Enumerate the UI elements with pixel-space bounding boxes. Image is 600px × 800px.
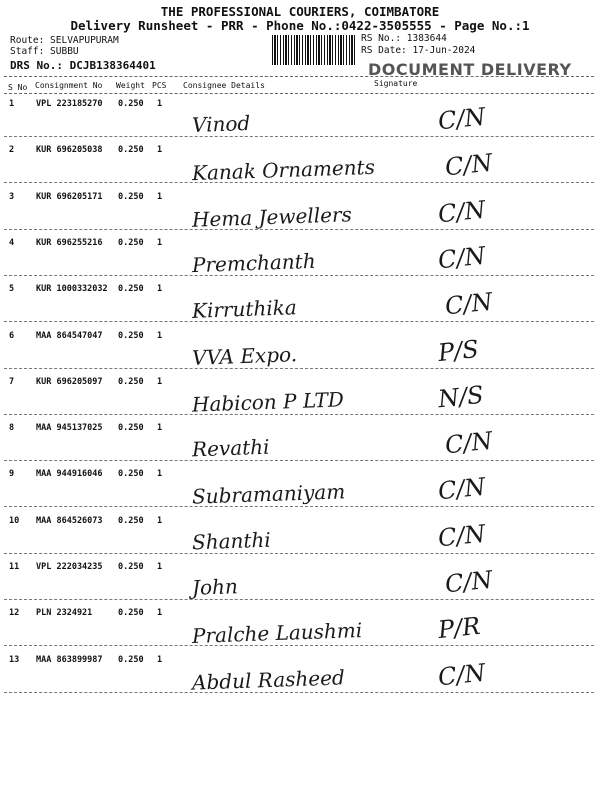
row-pcs: 1 <box>157 469 163 479</box>
row-pcs: 1 <box>157 331 163 341</box>
col-header-consignment: Consignment No <box>35 81 103 90</box>
row-weight: 0.250 <box>118 145 144 155</box>
signature-mark: N/S <box>436 380 485 414</box>
row-weight: 0.250 <box>118 655 144 665</box>
row-sno: 4 <box>9 238 15 248</box>
row-consignment-no: MAA 864547047 <box>36 331 103 341</box>
row-divider <box>4 506 594 507</box>
signature-mark: C/N <box>443 148 494 182</box>
row-divider <box>4 460 594 461</box>
rs-date: RS Date: 17-Jun-2024 <box>361 45 476 56</box>
signature-mark: C/N <box>436 519 487 553</box>
route-label: Route: SELVAPUPURAM <box>10 35 119 46</box>
row-pcs: 1 <box>157 238 163 248</box>
row-divider <box>4 414 594 415</box>
row-consignment-no: MAA 944916046 <box>36 469 103 479</box>
row-divider <box>4 182 594 183</box>
row-consignment-no: KUR 696205038 <box>36 145 103 155</box>
row-pcs: 1 <box>157 192 163 202</box>
consignee-handwriting: Kanak Ornaments <box>191 154 376 186</box>
consignee-handwriting: Subramaniyam <box>191 479 346 509</box>
row-consignment-no: VPL 222034235 <box>36 562 103 572</box>
signature-mark: C/N <box>436 472 487 506</box>
consignee-handwriting: Shanthi <box>191 527 272 555</box>
row-sno: 12 <box>9 608 20 618</box>
col-header-weight: Weight <box>116 81 145 90</box>
row-divider <box>4 553 594 554</box>
row-sno: 6 <box>9 331 15 341</box>
row-divider <box>4 645 594 646</box>
col-header-sno: S No <box>8 83 28 92</box>
row-consignment-no: PLN 2324921 <box>36 608 93 618</box>
row-sno: 8 <box>9 423 15 433</box>
row-divider <box>4 229 594 230</box>
col-header-signature: Signature <box>374 79 418 88</box>
drs-number: DRS No.: DCJB138364401 <box>10 59 156 72</box>
consignee-handwriting: Premchanth <box>191 248 317 278</box>
row-pcs: 1 <box>157 608 163 618</box>
row-consignment-no: MAA 864526073 <box>36 516 103 526</box>
row-pcs: 1 <box>157 145 163 155</box>
row-sno: 9 <box>9 469 15 479</box>
row-divider <box>4 275 594 276</box>
consignee-handwriting: VVA Expo. <box>191 342 298 370</box>
row-pcs: 1 <box>157 377 163 387</box>
row-pcs: 1 <box>157 516 163 526</box>
row-weight: 0.250 <box>118 238 144 248</box>
consignee-handwriting: Abdul Rasheed <box>191 665 346 695</box>
signature-mark: C/N <box>436 241 487 275</box>
row-pcs: 1 <box>157 655 163 665</box>
row-divider <box>4 136 594 137</box>
signature-mark: C/N <box>443 565 494 599</box>
row-weight: 0.250 <box>118 516 144 526</box>
col-header-consignee: Consignee Details <box>183 81 265 90</box>
row-pcs: 1 <box>157 562 163 572</box>
row-consignment-no: KUR 696255216 <box>36 238 103 248</box>
row-consignment-no: VPL 223185270 <box>36 99 103 109</box>
col-header-pcs: PCS <box>152 81 167 90</box>
row-consignment-no: KUR 696205171 <box>36 192 103 202</box>
row-weight: 0.250 <box>118 423 144 433</box>
signature-mark: C/N <box>436 658 487 692</box>
row-weight: 0.250 <box>118 284 144 294</box>
row-divider <box>4 692 594 693</box>
header-divider-bottom <box>4 93 594 94</box>
signature-mark: P/R <box>436 611 482 645</box>
row-weight: 0.250 <box>118 192 144 202</box>
row-consignment-no: KUR 1000332032 <box>36 284 108 294</box>
row-sno: 11 <box>9 562 20 572</box>
row-sno: 13 <box>9 655 20 665</box>
consignee-handwriting: Revathi <box>191 434 270 462</box>
row-divider <box>4 321 594 322</box>
row-sno: 3 <box>9 192 15 202</box>
company-title: THE PROFESSIONAL COURIERS, COIMBATORE <box>160 4 440 19</box>
barcode <box>272 35 356 65</box>
row-sno: 2 <box>9 145 15 155</box>
consignee-handwriting: Hema Jewellers <box>191 202 353 232</box>
runsheet-subtitle: Delivery Runsheet - PRR - Phone No.:0422-3505555 - Page No.:1 <box>70 18 530 33</box>
row-pcs: 1 <box>157 284 163 294</box>
row-weight: 0.250 <box>118 469 144 479</box>
row-consignment-no: KUR 696205097 <box>36 377 103 387</box>
row-consignment-no: MAA 863899987 <box>36 655 103 665</box>
row-pcs: 1 <box>157 99 163 109</box>
row-sno: 10 <box>9 516 20 526</box>
signature-mark: P/S <box>436 334 481 368</box>
consignee-handwriting: John <box>191 574 239 600</box>
rs-number: RS No.: 1383644 <box>361 33 447 44</box>
consignee-handwriting: Kirruthika <box>191 295 298 323</box>
document-delivery-stamp: DOCUMENT DELIVERY <box>368 60 572 79</box>
consignee-handwriting: Pralche Laushmi <box>191 618 363 648</box>
signature-mark: C/N <box>436 195 487 229</box>
row-pcs: 1 <box>157 423 163 433</box>
consignee-handwriting: Habicon P LTD <box>191 387 345 417</box>
row-sno: 5 <box>9 284 15 294</box>
header-divider-top <box>4 76 594 77</box>
row-sno: 1 <box>9 99 15 109</box>
row-sno: 7 <box>9 377 15 387</box>
row-weight: 0.250 <box>118 608 144 618</box>
row-weight: 0.250 <box>118 331 144 341</box>
row-weight: 0.250 <box>118 562 144 572</box>
row-consignment-no: MAA 945137025 <box>36 423 103 433</box>
signature-mark: C/N <box>436 102 487 136</box>
row-weight: 0.250 <box>118 377 144 387</box>
consignee-handwriting: Vinod <box>191 110 251 138</box>
signature-mark: C/N <box>443 426 494 460</box>
row-divider <box>4 368 594 369</box>
row-weight: 0.250 <box>118 99 144 109</box>
staff-label: Staff: SUBBU <box>10 46 79 57</box>
row-divider <box>4 599 594 600</box>
signature-mark: C/N <box>443 287 494 321</box>
